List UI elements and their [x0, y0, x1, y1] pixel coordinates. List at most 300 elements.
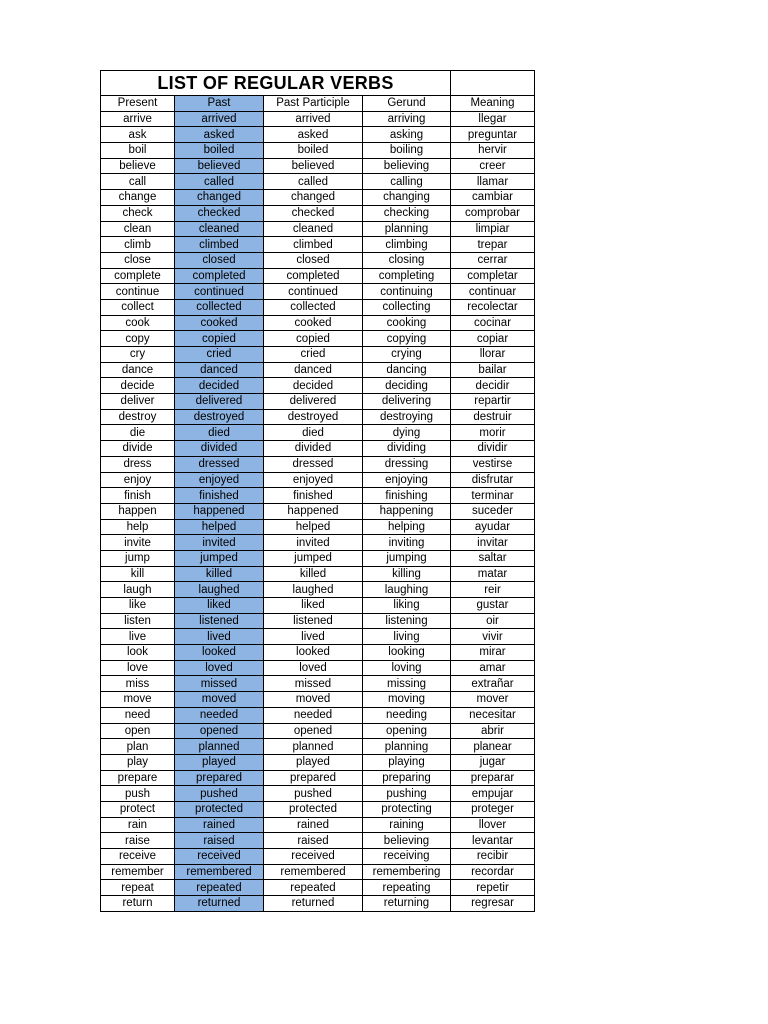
present-cell: plan — [101, 739, 175, 755]
table-row — [101, 315, 535, 331]
table-row — [101, 880, 535, 896]
past-participle-cell: arrived — [264, 111, 363, 127]
present-cell: happen — [101, 503, 175, 519]
header-row — [101, 96, 535, 112]
past-cell: called — [175, 174, 264, 190]
meaning-cell: gustar — [451, 598, 535, 614]
table-row — [101, 723, 535, 739]
table-row — [101, 221, 535, 237]
gerund-cell: returning — [363, 896, 451, 912]
gerund-cell: receiving — [363, 849, 451, 865]
past-participle-cell: decided — [264, 378, 363, 394]
meaning-cell: hervir — [451, 143, 535, 159]
header-past: Past — [175, 96, 264, 112]
past-participle-cell: cleaned — [264, 221, 363, 237]
gerund-cell: liking — [363, 598, 451, 614]
past-cell: moved — [175, 692, 264, 708]
past-cell: returned — [175, 896, 264, 912]
gerund-cell: jumping — [363, 550, 451, 566]
past-cell: looked — [175, 645, 264, 661]
past-participle-cell: missed — [264, 676, 363, 692]
gerund-cell: loving — [363, 660, 451, 676]
gerund-cell: listening — [363, 613, 451, 629]
meaning-cell: disfrutar — [451, 472, 535, 488]
past-participle-cell: asked — [264, 127, 363, 143]
past-participle-cell: raised — [264, 833, 363, 849]
past-cell: missed — [175, 676, 264, 692]
table-row — [101, 488, 535, 504]
present-cell: boil — [101, 143, 175, 159]
past-cell: continued — [175, 284, 264, 300]
past-participle-cell: needed — [264, 707, 363, 723]
past-cell: needed — [175, 707, 264, 723]
table-row — [101, 519, 535, 535]
meaning-cell: reir — [451, 582, 535, 598]
past-cell: finished — [175, 488, 264, 504]
present-cell: rain — [101, 817, 175, 833]
meaning-cell: vivir — [451, 629, 535, 645]
present-cell: move — [101, 692, 175, 708]
past-cell: boiled — [175, 143, 264, 159]
meaning-cell: necesitar — [451, 707, 535, 723]
table-row — [101, 174, 535, 190]
past-participle-cell: checked — [264, 205, 363, 221]
table-row — [101, 409, 535, 425]
table-row — [101, 864, 535, 880]
meaning-cell: llamar — [451, 174, 535, 190]
past-cell: listened — [175, 613, 264, 629]
present-cell: receive — [101, 849, 175, 865]
present-cell: deliver — [101, 394, 175, 410]
gerund-cell: delivering — [363, 394, 451, 410]
meaning-cell: recibir — [451, 849, 535, 865]
past-cell: prepared — [175, 770, 264, 786]
past-cell: pushed — [175, 786, 264, 802]
past-participle-cell: killed — [264, 566, 363, 582]
past-cell: loved — [175, 660, 264, 676]
table-row — [101, 237, 535, 253]
gerund-cell: asking — [363, 127, 451, 143]
present-cell: protect — [101, 801, 175, 817]
past-cell: happened — [175, 503, 264, 519]
past-participle-cell: closed — [264, 252, 363, 268]
past-participle-cell: invited — [264, 535, 363, 551]
table-row — [101, 331, 535, 347]
gerund-cell: planning — [363, 221, 451, 237]
table-row — [101, 441, 535, 457]
present-cell: prepare — [101, 770, 175, 786]
header-gerund: Gerund — [363, 96, 451, 112]
gerund-cell: playing — [363, 754, 451, 770]
gerund-cell: preparing — [363, 770, 451, 786]
gerund-cell: arriving — [363, 111, 451, 127]
past-cell: rained — [175, 817, 264, 833]
gerund-cell: dressing — [363, 456, 451, 472]
present-cell: enjoy — [101, 472, 175, 488]
past-cell: danced — [175, 362, 264, 378]
past-cell: protected — [175, 801, 264, 817]
gerund-cell: planning — [363, 739, 451, 755]
table-row — [101, 284, 535, 300]
table-row — [101, 299, 535, 315]
table-row — [101, 378, 535, 394]
table-row — [101, 362, 535, 378]
present-cell: call — [101, 174, 175, 190]
past-cell: helped — [175, 519, 264, 535]
meaning-cell: ayudar — [451, 519, 535, 535]
present-cell: dance — [101, 362, 175, 378]
past-cell: believed — [175, 158, 264, 174]
present-cell: climb — [101, 237, 175, 253]
present-cell: continue — [101, 284, 175, 300]
present-cell: listen — [101, 613, 175, 629]
table-row — [101, 754, 535, 770]
meaning-cell: mirar — [451, 645, 535, 661]
table-body — [101, 111, 535, 911]
header-meaning: Meaning — [451, 96, 535, 112]
header-past-participle: Past Participle — [264, 96, 363, 112]
gerund-cell: closing — [363, 252, 451, 268]
past-participle-cell: moved — [264, 692, 363, 708]
past-cell: changed — [175, 190, 264, 206]
past-participle-cell: played — [264, 754, 363, 770]
past-cell: liked — [175, 598, 264, 614]
meaning-cell: llegar — [451, 111, 535, 127]
meaning-cell: suceder — [451, 503, 535, 519]
present-cell: copy — [101, 331, 175, 347]
past-cell: collected — [175, 299, 264, 315]
gerund-cell: looking — [363, 645, 451, 661]
past-cell: raised — [175, 833, 264, 849]
present-cell: dress — [101, 456, 175, 472]
table-row — [101, 692, 535, 708]
gerund-cell: enjoying — [363, 472, 451, 488]
past-participle-cell: repeated — [264, 880, 363, 896]
past-cell: checked — [175, 205, 264, 221]
past-cell: played — [175, 754, 264, 770]
past-participle-cell: cooked — [264, 315, 363, 331]
meaning-cell: amar — [451, 660, 535, 676]
gerund-cell: believing — [363, 833, 451, 849]
past-participle-cell: liked — [264, 598, 363, 614]
table-row — [101, 190, 535, 206]
gerund-cell: checking — [363, 205, 451, 221]
past-cell: died — [175, 425, 264, 441]
gerund-cell: helping — [363, 519, 451, 535]
table-row — [101, 660, 535, 676]
past-participle-cell: dressed — [264, 456, 363, 472]
gerund-cell: laughing — [363, 582, 451, 598]
present-cell: arrive — [101, 111, 175, 127]
gerund-cell: pushing — [363, 786, 451, 802]
past-participle-cell: opened — [264, 723, 363, 739]
past-participle-cell: looked — [264, 645, 363, 661]
meaning-cell: creer — [451, 158, 535, 174]
header-present: Present — [101, 96, 175, 112]
past-participle-cell: protected — [264, 801, 363, 817]
gerund-cell: protecting — [363, 801, 451, 817]
present-cell: cook — [101, 315, 175, 331]
present-cell: invite — [101, 535, 175, 551]
meaning-cell: abrir — [451, 723, 535, 739]
gerund-cell: collecting — [363, 299, 451, 315]
past-participle-cell: prepared — [264, 770, 363, 786]
present-cell: decide — [101, 378, 175, 394]
present-cell: return — [101, 896, 175, 912]
past-cell: jumped — [175, 550, 264, 566]
gerund-cell: repeating — [363, 880, 451, 896]
past-cell: invited — [175, 535, 264, 551]
present-cell: repeat — [101, 880, 175, 896]
gerund-cell: moving — [363, 692, 451, 708]
gerund-cell: deciding — [363, 378, 451, 394]
table-row — [101, 205, 535, 221]
past-participle-cell: collected — [264, 299, 363, 315]
table-row — [101, 456, 535, 472]
meaning-cell: destruir — [451, 409, 535, 425]
present-cell: jump — [101, 550, 175, 566]
past-participle-cell: danced — [264, 362, 363, 378]
past-participle-cell: finished — [264, 488, 363, 504]
gerund-cell: changing — [363, 190, 451, 206]
table-row — [101, 786, 535, 802]
past-participle-cell: lived — [264, 629, 363, 645]
meaning-cell: preguntar — [451, 127, 535, 143]
past-cell: laughed — [175, 582, 264, 598]
table-row — [101, 425, 535, 441]
present-cell: close — [101, 252, 175, 268]
past-participle-cell: divided — [264, 441, 363, 457]
title-row — [101, 71, 535, 96]
past-cell: climbed — [175, 237, 264, 253]
table-row — [101, 503, 535, 519]
meaning-cell: decidir — [451, 378, 535, 394]
meaning-cell: saltar — [451, 550, 535, 566]
table-row — [101, 849, 535, 865]
present-cell: clean — [101, 221, 175, 237]
meaning-cell: mover — [451, 692, 535, 708]
table-row — [101, 629, 535, 645]
gerund-cell: believing — [363, 158, 451, 174]
meaning-cell: llover — [451, 817, 535, 833]
present-cell: look — [101, 645, 175, 661]
meaning-cell: extrañar — [451, 676, 535, 692]
title-empty-cell — [451, 71, 535, 96]
table-row — [101, 127, 535, 143]
meaning-cell: matar — [451, 566, 535, 582]
present-cell: kill — [101, 566, 175, 582]
past-cell: destroyed — [175, 409, 264, 425]
present-cell: collect — [101, 299, 175, 315]
meaning-cell: oir — [451, 613, 535, 629]
present-cell: ask — [101, 127, 175, 143]
table-row — [101, 566, 535, 582]
table-row — [101, 111, 535, 127]
meaning-cell: empujar — [451, 786, 535, 802]
table-row — [101, 535, 535, 551]
past-cell: planned — [175, 739, 264, 755]
present-cell: complete — [101, 268, 175, 284]
gerund-cell: inviting — [363, 535, 451, 551]
gerund-cell: missing — [363, 676, 451, 692]
gerund-cell: dying — [363, 425, 451, 441]
meaning-cell: recordar — [451, 864, 535, 880]
past-cell: asked — [175, 127, 264, 143]
past-cell: enjoyed — [175, 472, 264, 488]
past-participle-cell: happened — [264, 503, 363, 519]
gerund-cell: remembering — [363, 864, 451, 880]
past-participle-cell: completed — [264, 268, 363, 284]
past-participle-cell: destroyed — [264, 409, 363, 425]
present-cell: divide — [101, 441, 175, 457]
meaning-cell: cambiar — [451, 190, 535, 206]
table-row — [101, 347, 535, 363]
past-participle-cell: planned — [264, 739, 363, 755]
meaning-cell: cocinar — [451, 315, 535, 331]
meaning-cell: repetir — [451, 880, 535, 896]
table-row — [101, 739, 535, 755]
past-participle-cell: jumped — [264, 550, 363, 566]
table-row — [101, 770, 535, 786]
present-cell: finish — [101, 488, 175, 504]
gerund-cell: finishing — [363, 488, 451, 504]
present-cell: like — [101, 598, 175, 614]
gerund-cell: boiling — [363, 143, 451, 159]
table-row — [101, 252, 535, 268]
past-participle-cell: called — [264, 174, 363, 190]
meaning-cell: terminar — [451, 488, 535, 504]
past-cell: received — [175, 849, 264, 865]
meaning-cell: morir — [451, 425, 535, 441]
gerund-cell: climbing — [363, 237, 451, 253]
table-row — [101, 613, 535, 629]
meaning-cell: comprobar — [451, 205, 535, 221]
present-cell: help — [101, 519, 175, 535]
past-participle-cell: changed — [264, 190, 363, 206]
meaning-cell: levantar — [451, 833, 535, 849]
past-participle-cell: died — [264, 425, 363, 441]
past-participle-cell: listened — [264, 613, 363, 629]
past-cell: dressed — [175, 456, 264, 472]
table-row — [101, 896, 535, 912]
past-cell: copied — [175, 331, 264, 347]
past-cell: decided — [175, 378, 264, 394]
meaning-cell: proteger — [451, 801, 535, 817]
meaning-cell: bailar — [451, 362, 535, 378]
table-row — [101, 676, 535, 692]
present-cell: open — [101, 723, 175, 739]
past-cell: cooked — [175, 315, 264, 331]
gerund-cell: dividing — [363, 441, 451, 457]
gerund-cell: dancing — [363, 362, 451, 378]
past-cell: completed — [175, 268, 264, 284]
gerund-cell: destroying — [363, 409, 451, 425]
past-cell: delivered — [175, 394, 264, 410]
meaning-cell: planear — [451, 739, 535, 755]
past-participle-cell: delivered — [264, 394, 363, 410]
gerund-cell: continuing — [363, 284, 451, 300]
past-participle-cell: helped — [264, 519, 363, 535]
present-cell: live — [101, 629, 175, 645]
meaning-cell: continuar — [451, 284, 535, 300]
past-participle-cell: loved — [264, 660, 363, 676]
past-participle-cell: pushed — [264, 786, 363, 802]
gerund-cell: completing — [363, 268, 451, 284]
table-title: LIST OF REGULAR VERBS — [101, 71, 451, 96]
gerund-cell: killing — [363, 566, 451, 582]
past-participle-cell: cried — [264, 347, 363, 363]
past-participle-cell: returned — [264, 896, 363, 912]
gerund-cell: raining — [363, 817, 451, 833]
gerund-cell: calling — [363, 174, 451, 190]
meaning-cell: vestirse — [451, 456, 535, 472]
meaning-cell: limpiar — [451, 221, 535, 237]
past-cell: divided — [175, 441, 264, 457]
gerund-cell: cooking — [363, 315, 451, 331]
meaning-cell: llorar — [451, 347, 535, 363]
past-participle-cell: boiled — [264, 143, 363, 159]
table-row — [101, 598, 535, 614]
gerund-cell: opening — [363, 723, 451, 739]
present-cell: believe — [101, 158, 175, 174]
past-participle-cell: enjoyed — [264, 472, 363, 488]
gerund-cell: copying — [363, 331, 451, 347]
meaning-cell: copiar — [451, 331, 535, 347]
present-cell: destroy — [101, 409, 175, 425]
past-participle-cell: remembered — [264, 864, 363, 880]
past-cell: killed — [175, 566, 264, 582]
meaning-cell: dividir — [451, 441, 535, 457]
table-row — [101, 645, 535, 661]
regular-verbs-table — [100, 70, 535, 912]
table-row — [101, 268, 535, 284]
present-cell: miss — [101, 676, 175, 692]
table-row — [101, 550, 535, 566]
present-cell: die — [101, 425, 175, 441]
present-cell: push — [101, 786, 175, 802]
past-cell: opened — [175, 723, 264, 739]
meaning-cell: cerrar — [451, 252, 535, 268]
past-participle-cell: received — [264, 849, 363, 865]
table-row — [101, 394, 535, 410]
past-cell: cleaned — [175, 221, 264, 237]
present-cell: love — [101, 660, 175, 676]
past-participle-cell: rained — [264, 817, 363, 833]
meaning-cell: trepar — [451, 237, 535, 253]
past-cell: lived — [175, 629, 264, 645]
past-participle-cell: copied — [264, 331, 363, 347]
meaning-cell: invitar — [451, 535, 535, 551]
table-row — [101, 817, 535, 833]
meaning-cell: jugar — [451, 754, 535, 770]
past-participle-cell: climbed — [264, 237, 363, 253]
meaning-cell: recolectar — [451, 299, 535, 315]
meaning-cell: preparar — [451, 770, 535, 786]
table-row — [101, 833, 535, 849]
meaning-cell: regresar — [451, 896, 535, 912]
present-cell: play — [101, 754, 175, 770]
present-cell: cry — [101, 347, 175, 363]
past-cell: remembered — [175, 864, 264, 880]
meaning-cell: completar — [451, 268, 535, 284]
past-cell: repeated — [175, 880, 264, 896]
past-participle-cell: continued — [264, 284, 363, 300]
past-participle-cell: laughed — [264, 582, 363, 598]
past-cell: arrived — [175, 111, 264, 127]
present-cell: change — [101, 190, 175, 206]
gerund-cell: happening — [363, 503, 451, 519]
meaning-cell: repartir — [451, 394, 535, 410]
